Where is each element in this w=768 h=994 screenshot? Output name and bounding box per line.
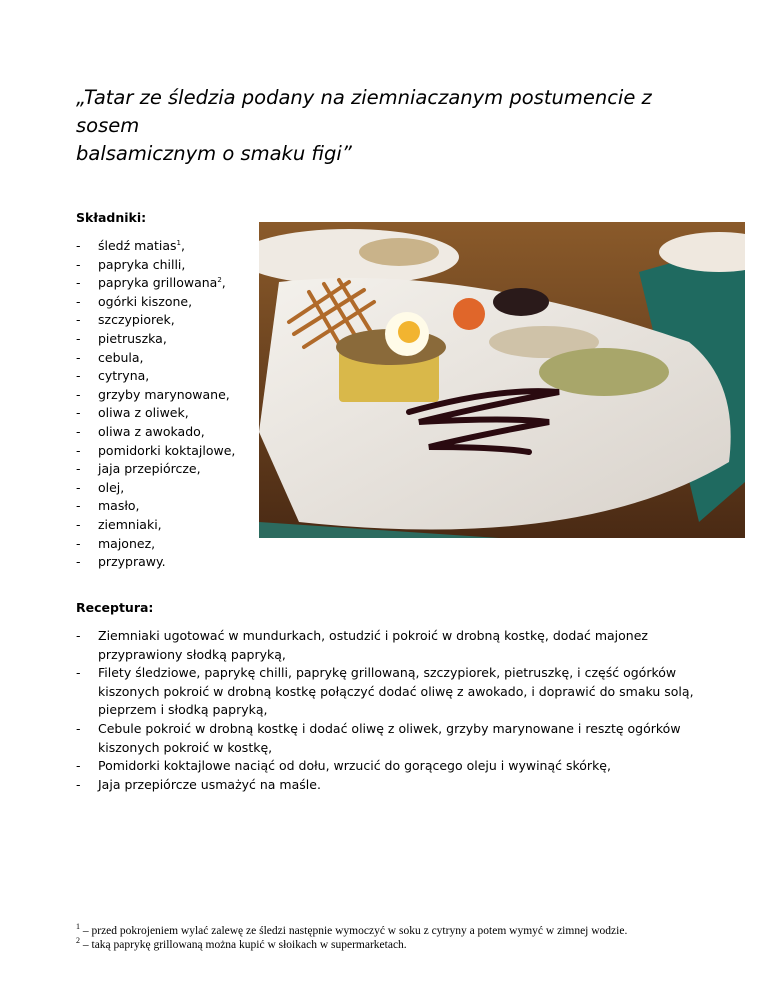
ingredient-punct: , (221, 275, 226, 291)
list-dash: - (76, 275, 81, 291)
title-line-2: balsamicznym o smaku figi” (76, 142, 352, 165)
ingredient-item (76, 256, 235, 275)
list-dash: - (76, 535, 81, 551)
list-dash: - (76, 423, 81, 439)
list-dash: - (76, 516, 81, 532)
list-dash: - (76, 720, 81, 736)
step-text: Ziemniaki ugotować w mundurkach, ostudzić i pokroić w drobną kostkę, dodać majonez przyprawiony słodką papryką, (98, 628, 648, 662)
ingredients-heading: Składniki: (76, 210, 147, 225)
ingredient-text: cytryna, (98, 368, 150, 384)
list-dash: - (76, 628, 81, 643)
footnote-ref: 2 (217, 276, 222, 285)
ingredient-text: pomidorki koktajlowe, (98, 442, 236, 458)
list-dash: - (76, 312, 81, 328)
list-dash: - (76, 256, 81, 272)
ingredient-item (76, 311, 235, 330)
list-dash: - (76, 758, 81, 774)
ingredient-item (76, 274, 235, 293)
footnote-number: 2 (76, 936, 80, 946)
ingredient-item (76, 367, 235, 386)
step-text: Pomidorki koktajlowe naciąć od dołu, wrzucić do gorącego oleju i wywinąć skórkę, (98, 758, 611, 774)
recipe-heading: Receptura: (76, 600, 154, 615)
ingredient-text: śledź matias (98, 238, 177, 253)
footnote-text: – taką paprykę grillowaną można kupić w słoikach w supermarketach. (80, 939, 407, 951)
step-text: Jaja przepiórcze usmażyć na maśle. (98, 776, 321, 792)
list-dash: - (76, 293, 81, 309)
footnote-ref: 1 (176, 238, 181, 247)
ingredient-text: cebula, (98, 349, 144, 365)
ingredient-punct: , (181, 238, 185, 253)
footnote (76, 938, 716, 952)
recipe-step (76, 757, 716, 776)
footnote-number: 1 (76, 922, 80, 932)
ingredient-item (76, 442, 235, 461)
footnote (76, 924, 716, 938)
list-dash: - (76, 330, 81, 346)
recipe-step (76, 720, 716, 757)
recipe-steps (76, 627, 716, 794)
ingredient-text: papryka chilli, (98, 256, 186, 272)
list-dash: - (76, 386, 81, 402)
ingredient-text: pietruszka, (98, 330, 167, 346)
ingredient-item (76, 460, 235, 479)
ingredient-text: ogórki kiszone, (98, 293, 193, 309)
list-dash: - (76, 442, 81, 458)
footnote-text: – przed pokrojeniem wylać zalewę ze śledzi następnie wymoczyć w soku z cytryny a potem wymyć w zimnej wodzie. (80, 925, 628, 937)
ingredient-text: szczypiorek, (98, 312, 175, 328)
ingredient-item (76, 497, 235, 516)
list-dash: - (76, 349, 81, 365)
ingredient-text: olej, (98, 479, 125, 495)
ingredient-item (76, 237, 235, 256)
ingredient-text: oliwa z awokado, (98, 423, 205, 439)
list-dash: - (76, 368, 81, 384)
list-dash: - (76, 554, 81, 570)
ingredient-item (76, 479, 235, 498)
document-title (76, 84, 716, 168)
recipe-step (76, 664, 716, 720)
recipe-step (76, 627, 716, 664)
ingredient-item (76, 349, 235, 368)
list-dash: - (76, 238, 81, 253)
ingredient-text: papryka grillowana (98, 275, 218, 291)
ingredient-text: majonez, (98, 535, 156, 551)
list-dash: - (76, 461, 81, 477)
ingredient-text: masło, (98, 498, 140, 514)
ingredients-list (76, 237, 235, 572)
ingredient-item (76, 535, 235, 554)
recipe-step (76, 776, 716, 795)
list-dash: - (76, 665, 81, 681)
list-dash: - (76, 405, 81, 421)
ingredient-item (76, 553, 235, 572)
ingredient-item (76, 516, 235, 535)
list-dash: - (76, 498, 81, 514)
ingredient-item (76, 423, 235, 442)
ingredient-text: grzyby marynowane, (98, 386, 230, 402)
step-text: Filety śledziowe, paprykę chilli, paprykę grillowaną, szczypiorek, pietruszkę, i część ogórków kiszonych pokroić w drobną kostkę połączyć dodać oliwę z awokado, i doprawić do smaku solą, pieprzem i słodką papryką, (98, 665, 694, 718)
ingredient-item (76, 330, 235, 349)
ingredient-text: przyprawy. (98, 554, 166, 570)
ingredient-item (76, 293, 235, 312)
ingredient-text: oliwa z oliwek, (98, 405, 189, 421)
list-dash: - (76, 776, 81, 792)
ingredient-item (76, 404, 235, 423)
title-line-1: „Tatar ze śledzia podany na ziemniaczanym postumencie z sosem (76, 86, 652, 137)
ingredient-item (76, 386, 235, 405)
footnotes (76, 924, 716, 952)
ingredient-text: ziemniaki, (98, 516, 162, 532)
list-dash: - (76, 479, 81, 495)
dish-photo (259, 222, 745, 538)
ingredient-text: jaja przepiórcze, (98, 461, 201, 477)
step-text: Cebule pokroić w drobną kostkę i dodać oliwę z oliwek, grzyby marynowane i resztę ogórków kiszonych pokroić w kostkę, (98, 720, 681, 755)
